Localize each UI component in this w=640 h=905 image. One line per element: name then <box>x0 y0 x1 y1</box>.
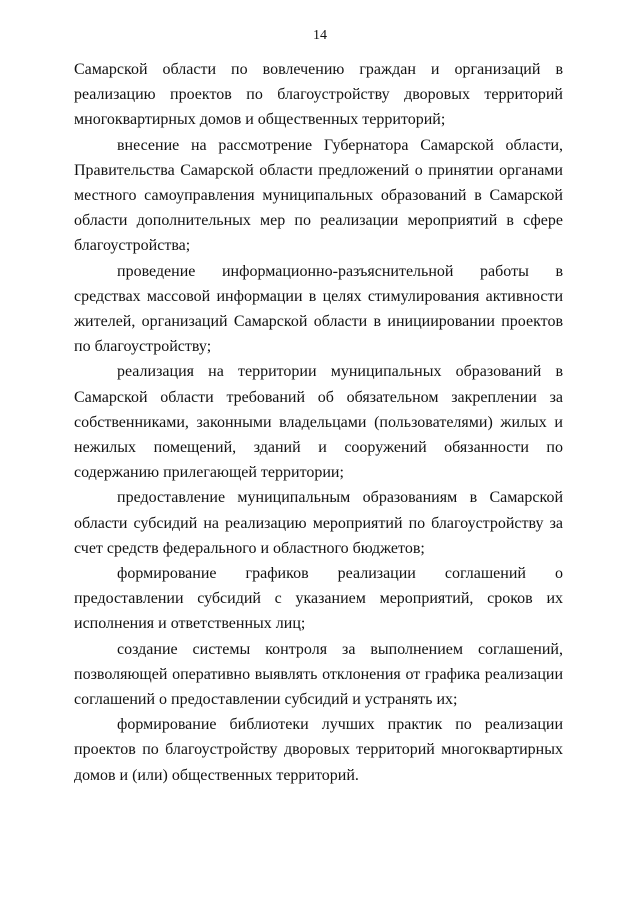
paragraph-subsidies: предоставление муниципальным образованиям в Самарской области субсидий на реализацию мероприятий по благоустройству за счет средств федерального и областного бюджетов; <box>74 489 563 557</box>
document-body <box>74 57 563 788</box>
paragraph-control-system: создание системы контроля за выполнением соглашений, позволяющей оперативно выявлять отклонения от графика реализации соглашений о предоставлении субсидий и устранять их; <box>74 640 563 709</box>
paragraph-continuation: Самарской области по вовлечению граждан и организаций в реализацию проектов по благоустройству дворовых территорий многоквартирных домов и общественных территорий; <box>74 61 563 129</box>
paragraph-submission-proposals: внесение на рассмотрение Губернатора Самарской области, Правительства Самарской области предложений о принятии органами местного самоуправления муниципальных образований в Самарской области дополнительных мер по реализации мероприятий в сфере благоустройства; <box>74 136 563 255</box>
paragraph-best-practices-library: формирование библиотеки лучших практик по реализации проектов по благоустройству дворовых территорий многоквартирных домов и (или) общественных территорий. <box>74 716 563 784</box>
paragraph-schedules: формирование графиков реализации соглашений о предоставлении субсидий с указанием мероприятий, сроков их исполнения и ответственных лиц; <box>74 565 563 633</box>
paragraph-territory-requirements: реализация на территории муниципальных образований в Самарской области требований об обязательном закреплении за собственниками, законными владельцами (пользователями) жилых и нежилых помещений, зданий и сооружений обязанности по содержанию прилегающей территории; <box>74 363 563 482</box>
page-number: 14 <box>313 28 327 43</box>
paragraph-information-work: проведение информационно-разъяснительной работы в средствах массовой информации в целях стимулирования активности жителей, организаций Самарской области в инициировании проектов по благоустройству; <box>74 262 563 356</box>
